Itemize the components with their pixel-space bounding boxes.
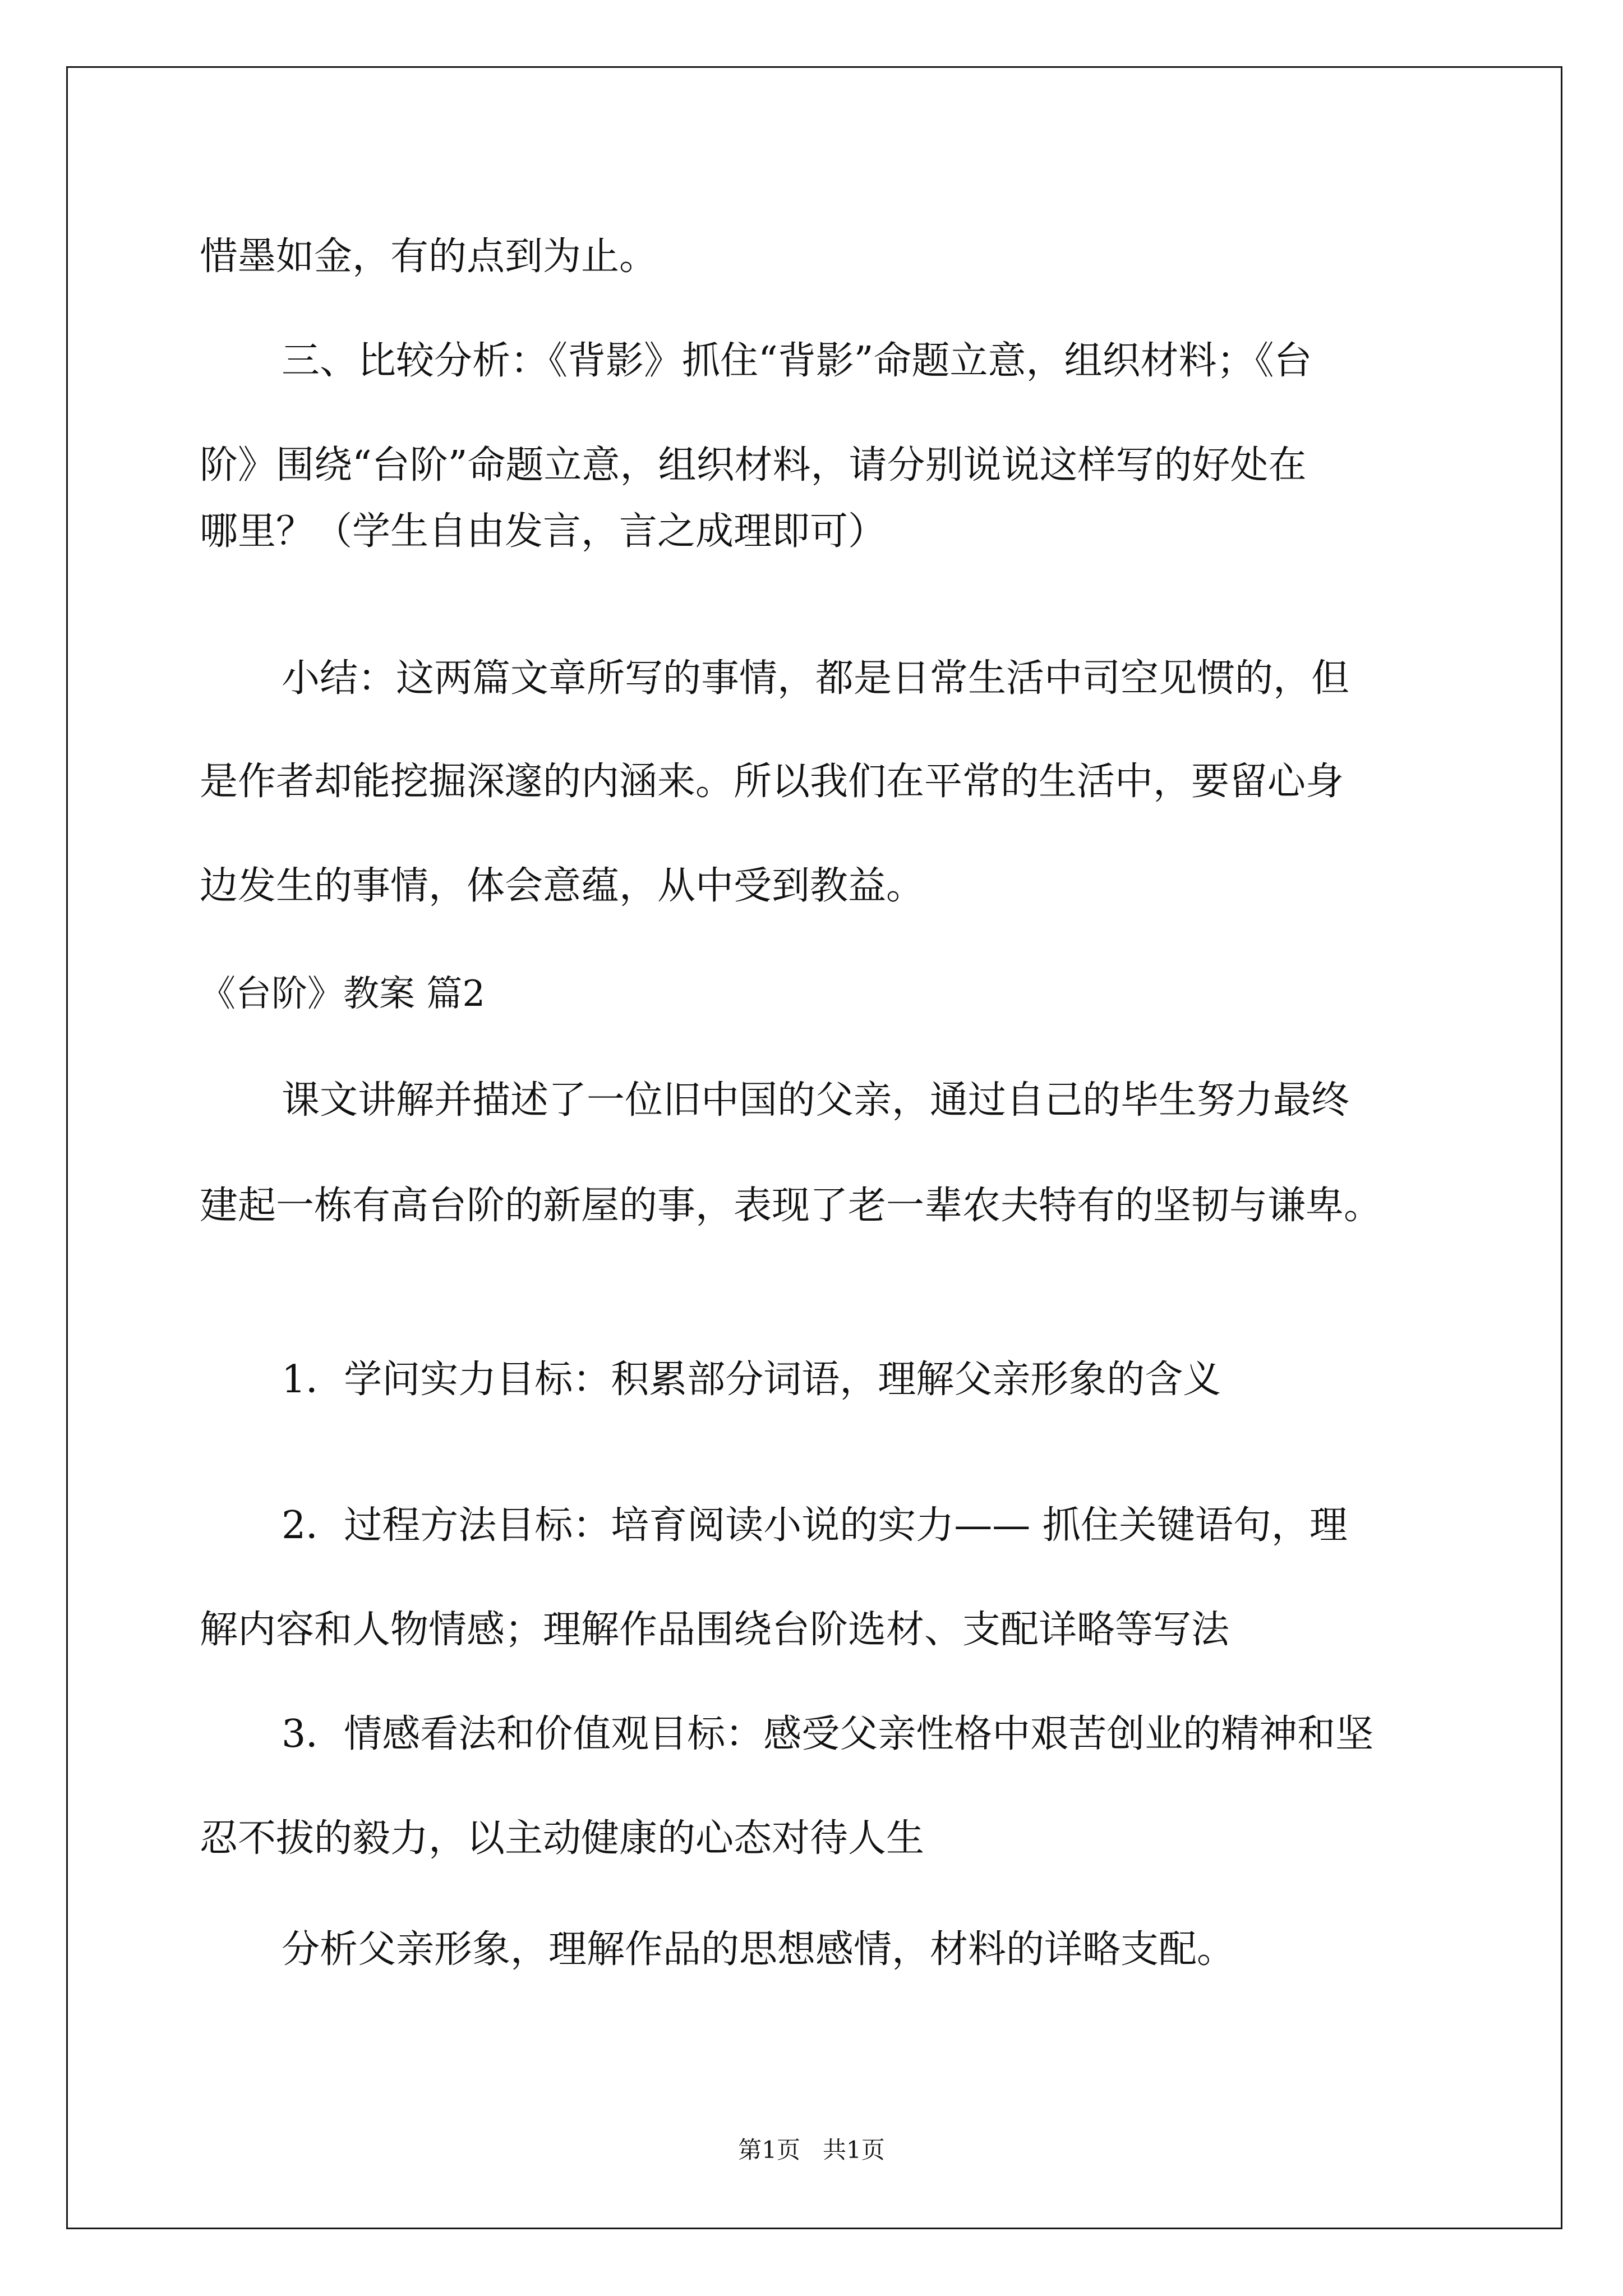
objective-item: 2．过程方法目标：培育阅读小说的实力—— 抓住关键语句，理 <box>282 1503 1348 1548</box>
paragraph-line: 惜墨如金，有的点到为止。 <box>200 234 658 279</box>
paragraph-line: 阶》围绕“台阶”命题立意，组织材料，请分别说说这样写的好处在 <box>200 443 1307 487</box>
paragraph-line: 边发生的事情，体会意蕴，从中受到教益。 <box>200 864 925 908</box>
paragraph-line: 课文讲解并描述了一位旧中国的父亲，通过自己的毕生努力最终 <box>282 1078 1350 1122</box>
objective-item: 3．情感看法和价值观目标：感受父亲性格中艰苦创业的精神和坚 <box>282 1712 1374 1756</box>
page-footer: 第1页 共1页 <box>738 2136 885 2164</box>
paragraph-line: 三、比较分析：《背影》抓住“背影”命题立意，组织材料；《台 <box>282 339 1312 383</box>
paragraph-line: 解内容和人物情感；理解作品围绕台阶选材、支配详略等写法 <box>200 1608 1230 1652</box>
paragraph-line: 是作者却能挖掘深邃的内涵来。所以我们在平常的生活中，要留心身 <box>200 760 1344 804</box>
page-border <box>66 66 1562 2229</box>
paragraph-line: 小结：这两篇文章所写的事情，都是日常生活中司空见惯的，但 <box>282 656 1350 701</box>
paragraph-line: 忍不拔的毅力，以主动健康的心态对待人生 <box>200 1816 925 1861</box>
paragraph-line: 分析父亲形象，理解作品的思想感情，材料的详略支配。 <box>282 1927 1235 1972</box>
paragraph-line: 建起一栋有高台阶的新屋的事，表现了老一辈农夫特有的坚韧与谦卑。 <box>200 1184 1382 1228</box>
section-heading: 《台阶》教案 篇2 <box>200 973 486 1015</box>
objective-item: 1．学问实力目标：积累部分词语，理解父亲形象的含义 <box>282 1358 1221 1402</box>
paragraph-line: 哪里？（学生自由发言，言之成理即可） <box>200 509 887 554</box>
